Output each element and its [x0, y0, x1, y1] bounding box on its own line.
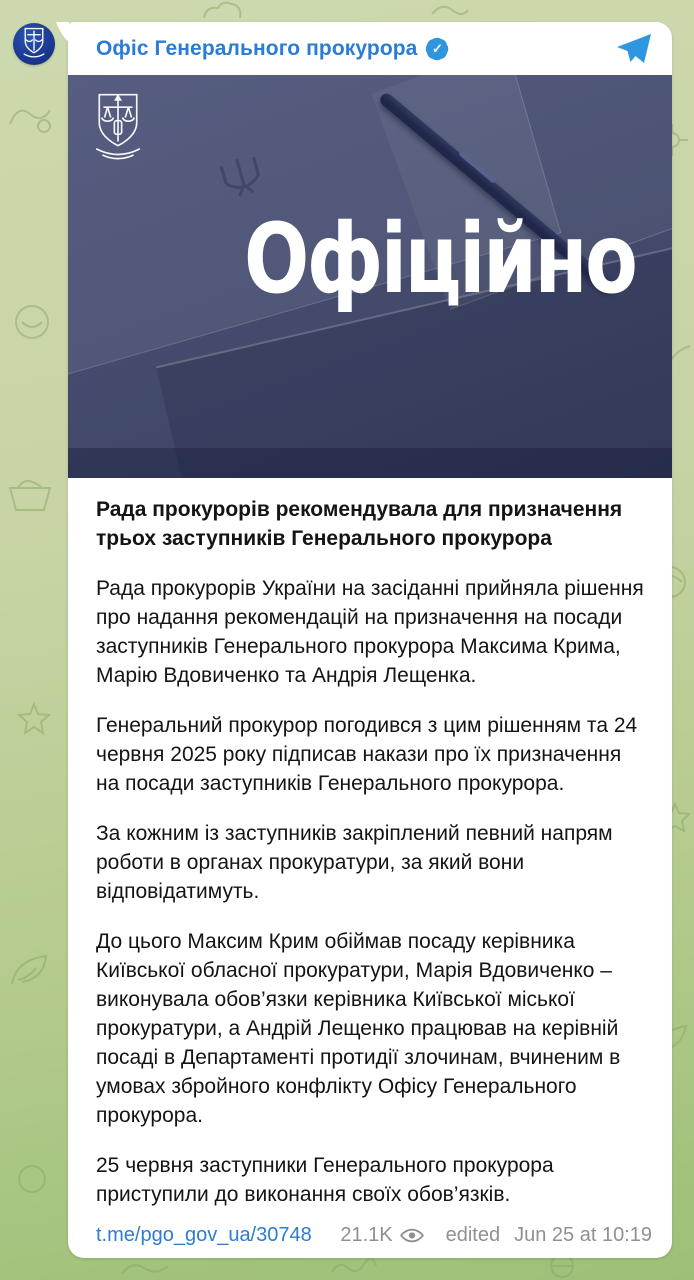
message-meta — [340, 1224, 652, 1247]
verified-badge-icon — [426, 38, 448, 60]
message-footer — [96, 1224, 652, 1247]
post-paragraph: Генеральний прокурор погодився з цим рішенням та 24 червня 2025 року підписав накази про їх призначення на посади заступників Генерального прокурора. — [96, 714, 638, 795]
post-permalink[interactable]: t.me/pgo_gov_ua/30748 — [96, 1224, 312, 1246]
post-heading: Рада прокурорів рекомендувала для призначення трьох заступників Генерального прокурора — [96, 498, 623, 550]
doodle-squiggle — [430, 0, 470, 20]
post-paragraph: 25 червня заступники Генерального прокурора приступили до виконання своїх обов’язків. — [96, 1154, 554, 1206]
post-image[interactable] — [68, 75, 672, 478]
share-button[interactable] — [616, 33, 652, 65]
post-paragraph: До цього Максим Крим обіймав посаду керівника Київської обласної прокуратури, Марія Вдовиченко – виконувала обов’язки керівника Київської міської прокуратури, а Андрій Лещенко працював на керівній посаді в Департаменті протидії злочинам, вчиненим в умовах збройного конфлікту Офісу Генерального прокурора. — [96, 930, 621, 1127]
doodle-basket — [4, 470, 56, 516]
image-headline: Офіційно — [244, 203, 636, 315]
edited-label: edited — [445, 1224, 501, 1246]
channel-avatar[interactable] — [13, 23, 55, 65]
doodle-squiggle — [120, 1256, 170, 1280]
views-count: 21.1K — [340, 1224, 393, 1246]
prosecutor-emblem-icon — [21, 27, 47, 61]
doodle-leaf — [6, 950, 52, 990]
eye-icon — [400, 1228, 424, 1243]
doodle-circle — [12, 1160, 54, 1198]
message-text — [68, 478, 672, 1208]
post-paragraph: За кожним із заступників закріплений певний напрям роботи в органах прокуратури, за який вони відповідатимуть. — [96, 822, 613, 903]
badge-checkmark: ✓ — [432, 40, 443, 56]
timestamp: Jun 25 at 10:19 — [514, 1224, 652, 1246]
message-header — [68, 22, 672, 75]
photo-bottom-shade — [68, 448, 672, 478]
doodle-cloud — [200, 0, 246, 22]
channel-name[interactable]: Офіс Генерального прокурора — [96, 36, 418, 60]
doodle-circle — [10, 300, 54, 344]
message-bubble — [68, 22, 672, 1258]
doodle-squiggle — [6, 96, 54, 136]
doodle-star — [14, 700, 54, 740]
bubble-tail — [56, 22, 69, 42]
paper-plane-icon — [616, 33, 652, 65]
prosecutor-emblem-icon — [92, 91, 144, 167]
post-paragraph: Рада прокурорів України на засіданні прийняла рішення про надання рекомендацій на призначення на посади заступників Генерального прокурора Максима Крима, Марію Вдовиченко та Андрія Лещенка. — [96, 577, 644, 687]
